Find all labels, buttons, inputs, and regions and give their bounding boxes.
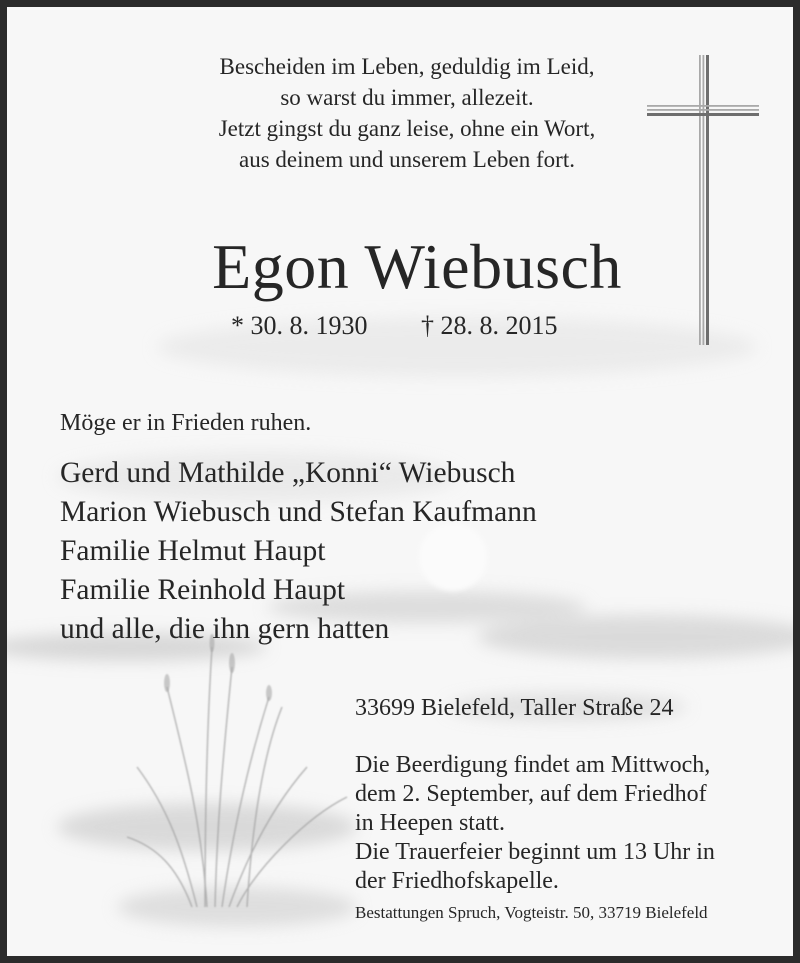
funeral-line: Die Trauerfeier beginnt um 13 Uhr in xyxy=(355,839,715,865)
mourner: und alle, die ihn gern hatten xyxy=(60,613,390,645)
deceased-name: Egon Wiebusch xyxy=(212,231,622,302)
death-date: † 28. 8. 2015 xyxy=(421,311,558,340)
verse-line: Jetzt gingst du ganz leise, ohne ein Wort, xyxy=(218,116,596,141)
funeral-line: dem 2. September, auf dem Friedhof xyxy=(355,781,707,807)
funeral-line: der Friedhofskapelle. xyxy=(355,868,559,894)
birth-date: * 30. 8. 1930 xyxy=(231,311,368,340)
mourner: Gerd und Mathilde „Konni“ Wiebusch xyxy=(60,457,516,489)
address: 33699 Bielefeld, Taller Straße 24 xyxy=(355,695,674,721)
verse-line: so warst du immer, allezeit. xyxy=(280,85,534,110)
funeral-line: in Heepen statt. xyxy=(355,810,505,836)
verse-line: Bescheiden im Leben, geduldig im Leid, xyxy=(219,54,595,79)
mourner: Familie Reinhold Haupt xyxy=(60,574,346,606)
undertaker-info: Bestattungen Spruch, Vogteistr. 50, 33719 Bielefeld xyxy=(355,903,708,922)
mourner: Familie Helmut Haupt xyxy=(60,535,326,567)
funeral-line: Die Beerdigung findet am Mittwoch, xyxy=(355,752,711,778)
verse-line: aus deinem und unserem Leben fort. xyxy=(239,147,575,172)
mourner: Marion Wiebusch und Stefan Kaufmann xyxy=(60,496,537,528)
funeral-details xyxy=(355,751,715,896)
obituary-notice xyxy=(7,7,793,956)
mourners-list xyxy=(60,454,537,649)
verse xyxy=(127,51,687,175)
rest-in-peace-line: Möge er in Frieden ruhen. xyxy=(60,410,312,436)
